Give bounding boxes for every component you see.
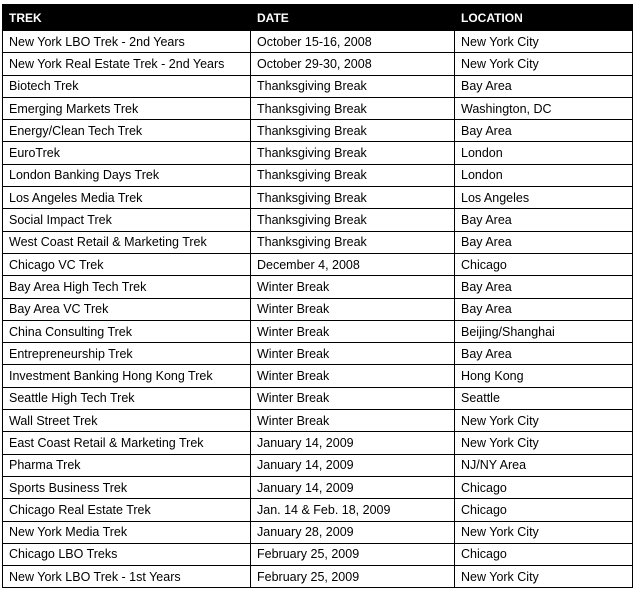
table-row bbox=[3, 120, 633, 142]
cell-date: Thanksgiving Break bbox=[251, 97, 455, 119]
table-row bbox=[3, 31, 633, 53]
cell-date: October 15-16, 2008 bbox=[251, 31, 455, 53]
cell-location: New York City bbox=[455, 432, 633, 454]
cell-date: Winter Break bbox=[251, 410, 455, 432]
cell-date: Winter Break bbox=[251, 343, 455, 365]
cell-date: Winter Break bbox=[251, 320, 455, 342]
cell-date: Winter Break bbox=[251, 298, 455, 320]
table-row bbox=[3, 432, 633, 454]
cell-date: February 25, 2009 bbox=[251, 543, 455, 565]
cell-date: Thanksgiving Break bbox=[251, 231, 455, 253]
cell-location: Chicago bbox=[455, 476, 633, 498]
cell-location: New York City bbox=[455, 53, 633, 75]
cell-trek: New York Real Estate Trek - 2nd Years bbox=[3, 53, 251, 75]
cell-location: Bay Area bbox=[455, 120, 633, 142]
table-row bbox=[3, 387, 633, 409]
cell-location: Chicago bbox=[455, 543, 633, 565]
table-row bbox=[3, 499, 633, 521]
cell-date: October 29-30, 2008 bbox=[251, 53, 455, 75]
cell-location: Chicago bbox=[455, 253, 633, 275]
cell-date: Winter Break bbox=[251, 276, 455, 298]
table-row bbox=[3, 75, 633, 97]
cell-location: Bay Area bbox=[455, 276, 633, 298]
cell-trek: Bay Area VC Trek bbox=[3, 298, 251, 320]
cell-location: NJ/NY Area bbox=[455, 454, 633, 476]
cell-location: New York City bbox=[455, 521, 633, 543]
cell-date: Winter Break bbox=[251, 365, 455, 387]
table-row bbox=[3, 97, 633, 119]
cell-trek: EuroTrek bbox=[3, 142, 251, 164]
cell-location: Beijing/Shanghai bbox=[455, 320, 633, 342]
cell-trek: East Coast Retail & Marketing Trek bbox=[3, 432, 251, 454]
cell-date: January 14, 2009 bbox=[251, 454, 455, 476]
column-header-trek: TREK bbox=[3, 5, 251, 31]
table-row bbox=[3, 365, 633, 387]
cell-date: Thanksgiving Break bbox=[251, 120, 455, 142]
cell-date: February 25, 2009 bbox=[251, 566, 455, 588]
cell-date: Winter Break bbox=[251, 387, 455, 409]
cell-date: Thanksgiving Break bbox=[251, 187, 455, 209]
table-row bbox=[3, 476, 633, 498]
cell-location: Chicago bbox=[455, 499, 633, 521]
cell-location: New York City bbox=[455, 410, 633, 432]
table-row bbox=[3, 410, 633, 432]
table-row bbox=[3, 53, 633, 75]
cell-trek: Pharma Trek bbox=[3, 454, 251, 476]
cell-location: Bay Area bbox=[455, 298, 633, 320]
table-row bbox=[3, 142, 633, 164]
cell-location: New York City bbox=[455, 31, 633, 53]
table-row bbox=[3, 187, 633, 209]
cell-trek: Chicago VC Trek bbox=[3, 253, 251, 275]
table-body bbox=[3, 31, 633, 588]
cell-date: Jan. 14 & Feb. 18, 2009 bbox=[251, 499, 455, 521]
cell-trek: New York Media Trek bbox=[3, 521, 251, 543]
table-row bbox=[3, 543, 633, 565]
table-row bbox=[3, 320, 633, 342]
cell-trek: Energy/Clean Tech Trek bbox=[3, 120, 251, 142]
cell-date: Thanksgiving Break bbox=[251, 209, 455, 231]
header-row bbox=[3, 5, 633, 31]
cell-trek: Biotech Trek bbox=[3, 75, 251, 97]
cell-trek: London Banking Days Trek bbox=[3, 164, 251, 186]
cell-date: January 14, 2009 bbox=[251, 432, 455, 454]
cell-date: Thanksgiving Break bbox=[251, 75, 455, 97]
cell-location: Bay Area bbox=[455, 231, 633, 253]
table-row bbox=[3, 343, 633, 365]
cell-location: Bay Area bbox=[455, 209, 633, 231]
table-row bbox=[3, 566, 633, 588]
cell-location: Washington, DC bbox=[455, 97, 633, 119]
cell-location: London bbox=[455, 164, 633, 186]
table-row bbox=[3, 298, 633, 320]
table-row bbox=[3, 231, 633, 253]
table-row bbox=[3, 276, 633, 298]
cell-date: January 14, 2009 bbox=[251, 476, 455, 498]
table-row bbox=[3, 209, 633, 231]
table-row bbox=[3, 521, 633, 543]
cell-trek: Sports Business Trek bbox=[3, 476, 251, 498]
cell-date: December 4, 2008 bbox=[251, 253, 455, 275]
trek-table bbox=[2, 4, 633, 588]
cell-trek: Los Angeles Media Trek bbox=[3, 187, 251, 209]
cell-trek: Emerging Markets Trek bbox=[3, 97, 251, 119]
cell-trek: New York LBO Trek - 2nd Years bbox=[3, 31, 251, 53]
cell-date: Thanksgiving Break bbox=[251, 164, 455, 186]
column-header-location: LOCATION bbox=[455, 5, 633, 31]
cell-location: New York City bbox=[455, 566, 633, 588]
cell-trek: West Coast Retail & Marketing Trek bbox=[3, 231, 251, 253]
cell-trek: Entrepreneurship Trek bbox=[3, 343, 251, 365]
cell-trek: Investment Banking Hong Kong Trek bbox=[3, 365, 251, 387]
cell-trek: Bay Area High Tech Trek bbox=[3, 276, 251, 298]
cell-trek: Chicago LBO Treks bbox=[3, 543, 251, 565]
cell-trek: Chicago Real Estate Trek bbox=[3, 499, 251, 521]
column-header-date: DATE bbox=[251, 5, 455, 31]
cell-location: Los Angeles bbox=[455, 187, 633, 209]
cell-trek: New York LBO Trek - 1st Years bbox=[3, 566, 251, 588]
cell-trek: Social Impact Trek bbox=[3, 209, 251, 231]
cell-trek: China Consulting Trek bbox=[3, 320, 251, 342]
table-row bbox=[3, 164, 633, 186]
table-row bbox=[3, 454, 633, 476]
table-row bbox=[3, 253, 633, 275]
cell-location: Seattle bbox=[455, 387, 633, 409]
cell-trek: Seattle High Tech Trek bbox=[3, 387, 251, 409]
cell-location: Bay Area bbox=[455, 343, 633, 365]
cell-trek: Wall Street Trek bbox=[3, 410, 251, 432]
cell-date: Thanksgiving Break bbox=[251, 142, 455, 164]
cell-location: Bay Area bbox=[455, 75, 633, 97]
table-header bbox=[3, 5, 633, 31]
cell-location: London bbox=[455, 142, 633, 164]
cell-date: January 28, 2009 bbox=[251, 521, 455, 543]
cell-location: Hong Kong bbox=[455, 365, 633, 387]
